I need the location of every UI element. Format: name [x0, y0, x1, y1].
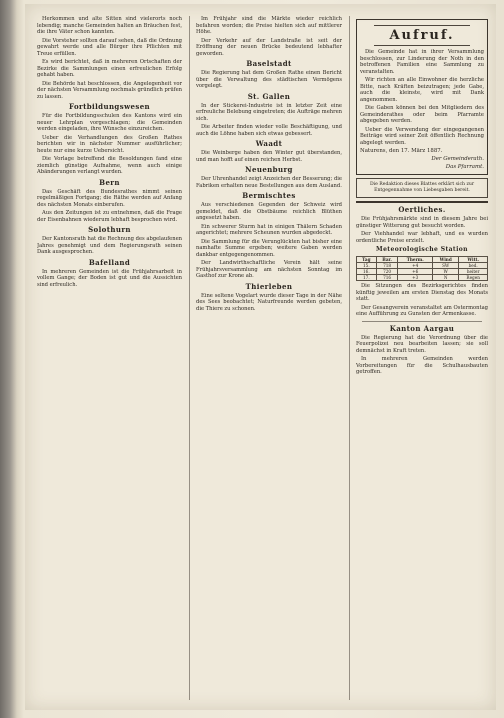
section-heading: Fortbildungswesen — [68, 102, 151, 111]
section-heading: St. Gallen — [247, 91, 291, 101]
article-paragraph: Im Frühjahr sind die Märkte wieder reichlich befahren worden; die Preise hielten sich auf mittlerer Höhe. — [196, 16, 342, 35]
editor-note-box — [356, 178, 488, 198]
article-paragraph: Eine seltene Vogelart wurde dieser Tage in der Nähe des Sees beobachtet; Naturfreunde werden gebeten, die Thiere zu schonen. — [196, 292, 342, 312]
section-heading: Solothurn — [88, 225, 131, 234]
article-paragraph: Der Viehhandel war lebhaft, und es wurden ordentliche Preise erzielt. — [356, 231, 488, 244]
column-middle — [196, 16, 342, 700]
article-paragraph: Es wird berichtet, daß in mehreren Ortschaften der Bezirke die Sammlungen einen erfreulichen Erfolg gehabt haben. — [37, 59, 182, 78]
section-heading: Thierleben — [245, 281, 293, 291]
article-paragraph: Die Behörde hat beschlossen, die Angelegenheit vor der nächsten Versammlung nochmals gründlich prüfen zu lassen. — [37, 80, 182, 100]
section-heading: Bern — [99, 177, 120, 187]
appeal-box — [356, 19, 488, 175]
weather-cell: N — [432, 275, 458, 281]
article-paragraph: Die Vorsteher sollten darauf sehen, daß die Ordnung gewahrt werde und alle Bürger ihre Pflichten mit Treue erfüllen. — [37, 37, 182, 57]
article-paragraph: Der Kantonsrath hat die Rechnung des abgelaufenen Jahres genehmigt und dem Regierungsrath seinen Dank ausgesprochen. — [37, 236, 182, 255]
weather-cell: Regen — [459, 275, 488, 281]
weather-cell: heiter — [459, 269, 488, 275]
appeal-paragraph: Die Gaben können bei den Mitgliedern des Gemeinderathes oder beim Pfarramte abgegeben werden. — [360, 105, 484, 124]
article-paragraph: Die Regierung hat dem Großen Rathe einen Bericht über die Verwaltung des städtischen Vermögens vorgelegt. — [196, 70, 342, 89]
weather-row — [357, 275, 488, 281]
weather-cell: W — [432, 269, 458, 275]
article-paragraph: Die Regierung hat die Verordnung über die Feuerpolizei neu bearbeiten lassen; sie soll demnächst in Kraft treten. — [356, 334, 488, 354]
section-heading: Bafelland — [88, 257, 131, 267]
section-divider — [362, 321, 482, 322]
article-paragraph: Ein schwerer Sturm hat in einigen Thälern Schaden angerichtet; mehrere Scheunen wurden abgedeckt. — [196, 223, 342, 236]
appeal-signature: Das Pfarramt. — [445, 164, 484, 170]
weather-header-cell: Bar. — [376, 257, 398, 263]
article-paragraph: Für die Fortbildungsschulen des Kantons wird ein neuer Lehrplan vorgeschlagen; die Gemeinden werden eingeladen, ihre Wünsche einzureichen. — [37, 113, 182, 132]
weather-cell: +6 — [398, 269, 433, 275]
weather-cell: 15. — [357, 263, 377, 269]
newspaper-page — [25, 4, 496, 710]
weather-title: Meteorologische Station — [376, 246, 468, 254]
weather-cell: 718 — [376, 263, 398, 269]
article-paragraph: Der Landwirthschaftliche Verein hält seine Frühjahrsversammlung am nächsten Sonntag im Gasthof zur Krone ab. — [196, 260, 342, 279]
appeal-paragraph: Wir richten an alle Einwohner die herzliche Bitte, nach Kräften beizutragen; jede Gabe, auch die kleinste, wird mit Dank angenommen. — [360, 77, 484, 103]
article-paragraph: Herkommen und alte Sitten sind vielerorts noch lebendig; manche Gemeinden halten an Bräuchen fest, die ihre Väter schon kannten. — [37, 16, 182, 35]
weather-cell: 16. — [357, 269, 377, 275]
weather-table — [356, 256, 488, 281]
weather-cell: +4 — [398, 263, 433, 269]
weather-header-cell: Witt. — [459, 257, 488, 263]
weather-cell: 17. — [357, 275, 377, 281]
editor-note: Die Redaktion dieses Blattes erklärt sich zur Entgegennahme von Liebesgaben bereit. — [369, 182, 475, 193]
article-paragraph: Die Frühjahrsmärkte sind in diesem Jahre bei günstiger Witterung gut besucht worden. — [356, 216, 488, 229]
weather-cell: +3 — [398, 275, 433, 281]
article-paragraph: In der Stickerei-Industrie ist in letzter Zeit eine erfreuliche Belebung eingetreten; die Aufträge mehren sich. — [196, 102, 342, 122]
article-paragraph: Die Sammlung für die Verunglückten hat bisher eine namhafte Summe ergeben; weitere Gaben werden dankbar entgegengenommen. — [196, 238, 342, 258]
article-paragraph: Ueber die Verhandlungen des Großen Rathes berichten wir in nächster Nummer ausführlicher; heute nur eine kurze Uebersicht. — [37, 134, 182, 154]
article-paragraph: Die Sitzungen des Bezirksgerichtes finden künftig jeweilen am ersten Dienstag des Monats statt. — [356, 283, 488, 303]
weather-cell: 720 — [376, 269, 398, 275]
section-heading: Neuenburg — [245, 165, 293, 174]
article-paragraph: Aus den Zeitungen ist zu entnehmen, daß die Frage der Eisenbahnen wiederum lebhaft besprochen wird. — [37, 210, 182, 223]
section-heading: Oertliches. — [398, 205, 446, 215]
article-paragraph: Der Verkehr auf der Landstraße ist seit der Eröffnung der neuen Brücke bedeutend lebhafter geworden. — [196, 37, 342, 57]
section-divider — [356, 201, 488, 203]
weather-header-cell: Tag — [357, 257, 377, 263]
section-heading: Baselstadt — [246, 59, 292, 68]
article-paragraph: Die Arbeiter finden wieder volle Beschäftigung, und auch die Löhne haben sich etwas gebessert. — [196, 124, 342, 137]
article-paragraph: Die Vorlage betreffend die Besoldungen fand eine ziemlich günstige Aufnahme, wenn auch einige Abänderungen verlangt wurden. — [37, 156, 182, 175]
weather-cell: bed. — [459, 263, 488, 269]
article-paragraph: Das Geschäft des Bundesrathes nimmt seinen regelmäßigen Fortgang; die Räthe werden auf Anfang des nächsten Monats einberufen. — [37, 188, 182, 208]
article-paragraph: Der Gesangverein veranstaltet am Ostermontag eine Aufführung zu Gunsten der Armenkasse. — [356, 304, 488, 318]
article-paragraph: Aus verschiedenen Gegenden der Schweiz wird gemeldet, daß die Obstbäume reichlich Blüthen angesetzt haben. — [196, 202, 342, 221]
appeal-title: Aufruf. — [360, 25, 484, 46]
weather-header-cell: Wind — [432, 257, 458, 263]
section-heading: Bermischtes — [242, 191, 296, 200]
column-left — [37, 16, 182, 700]
section-heading: Kanton Aargau — [389, 323, 455, 333]
article-paragraph: Die Weinberge haben den Winter gut überstanden, und man hofft auf einen reichen Herbst. — [196, 150, 342, 163]
appeal-paragraph: Ueber die Verwendung der eingegangenen Beiträge wird seiner Zeit öffentlich Rechnung abgelegt werden. — [360, 126, 484, 146]
column-rule — [189, 16, 190, 700]
appeal-date: Naturens, den 17. März 1887. — [360, 148, 443, 154]
weather-header-cell: Therm. — [398, 257, 433, 263]
appeal-signature: Der Gemeinderath. — [431, 156, 484, 162]
weather-cell: SW — [432, 263, 458, 269]
weather-cell: 716 — [376, 275, 398, 281]
column-rule — [349, 16, 350, 700]
article-paragraph: In mehreren Gemeinden werden Vorbereitungen für die Schulhausbauten getroffen. — [356, 356, 488, 376]
column-right — [356, 16, 488, 700]
article-paragraph: Der Uhrenhandel zeigt Anzeichen der Besserung; die Fabriken erhalten neue Bestellungen aus dem Ausland. — [196, 176, 342, 189]
section-heading: Waadt — [255, 139, 283, 148]
article-paragraph: In mehreren Gemeinden ist die Frühjahrsarbeit in vollem Gange; der Boden ist gut und die Aussichten sind erfreulich. — [37, 268, 182, 288]
appeal-paragraph: Die Gemeinde hat in ihrer Versammlung beschlossen, zur Linderung der Noth in den betroffenen Familien eine Sammlung zu veranstalten. — [360, 49, 484, 75]
